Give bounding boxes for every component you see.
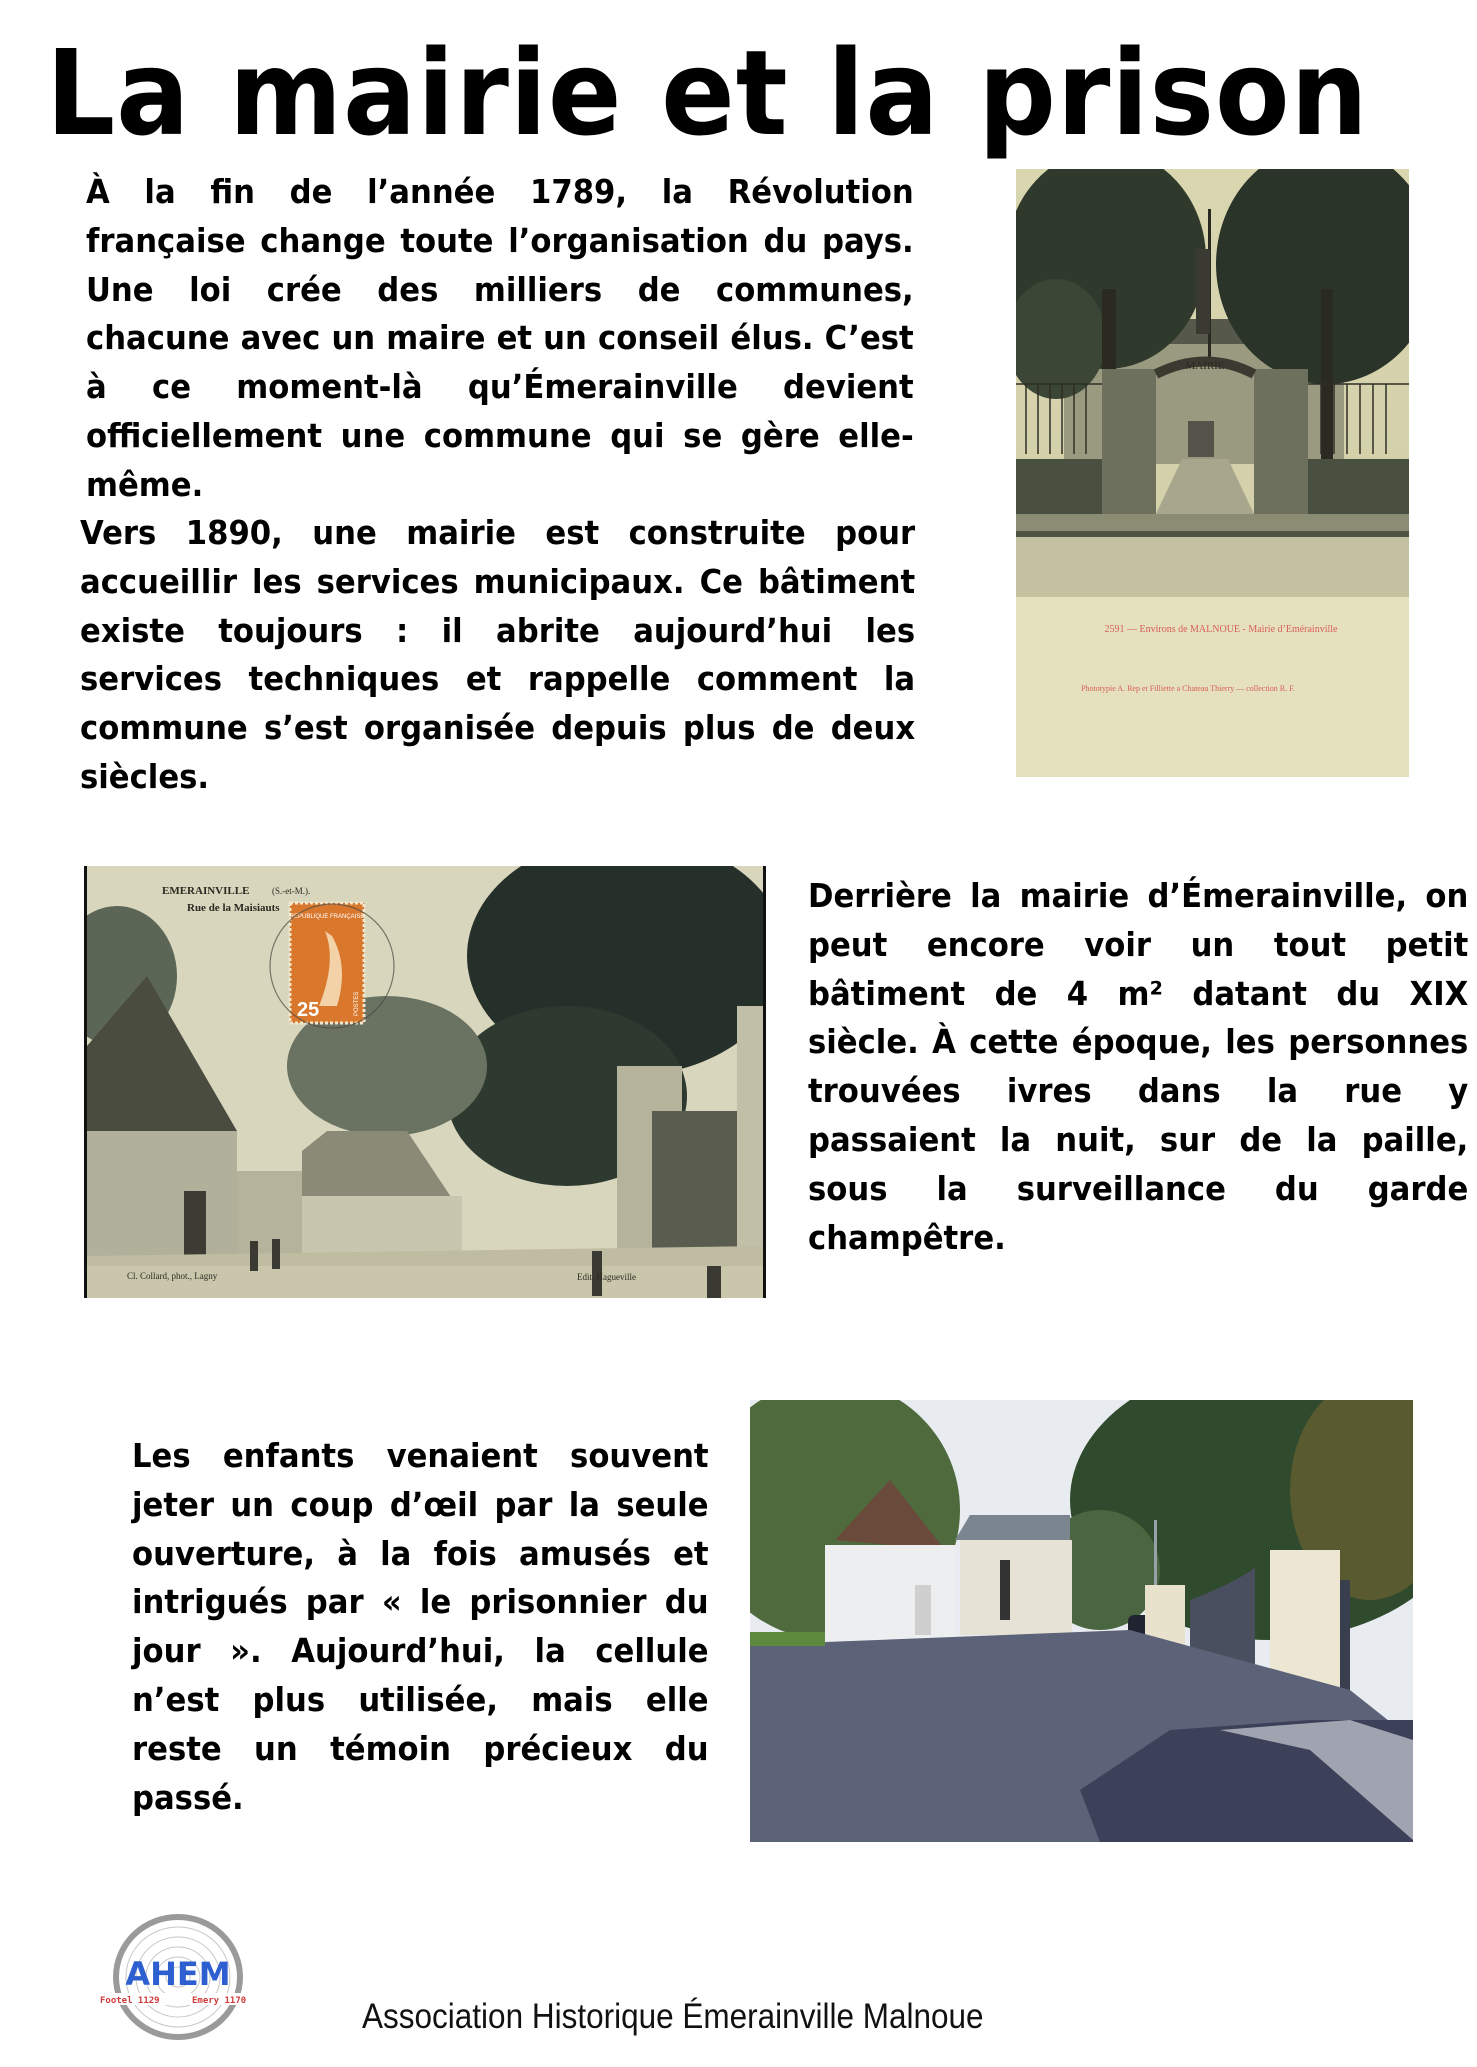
footer-association-name: Association Historique Émerainville Malnoue bbox=[362, 1997, 984, 2036]
enfants-paragraph: Les enfants venaient souvent jeter un coup d’œil par la seule ouverture, à la fois amusés et intrigués par « le prisonnier du jour ». Aujourd’hui, la cellule n’est plus utilisée, mais elle reste un témoin précieux du passé. bbox=[132, 1436, 709, 1817]
rue-postcard-street: Rue de la Maisiauts bbox=[187, 902, 280, 914]
ahem-logo bbox=[96, 1905, 256, 2055]
rue-postcard-place: EMERAINVILLE bbox=[162, 885, 250, 897]
mairie-credit: Phototypie A. Rep et Filliette a Chateau Thierry — collection R. F. bbox=[1081, 684, 1295, 693]
stamp-value: 25 bbox=[297, 999, 320, 1021]
mairie-paragraph: Vers 1890, une mairie est construite pour accueillir les services municipaux. Ce bâtiment existe toujours : il abrite aujourd’hui les services techniques et rappelle comment la commune s’est organisée depuis plus de deux siècles. bbox=[80, 513, 916, 796]
logo-right-text: Emery 1170 bbox=[192, 1996, 247, 2006]
logo-left-text: Footel 1129 bbox=[100, 1996, 160, 2006]
stamp-postes: POSTES bbox=[354, 991, 360, 1016]
page-title: La mairie et la prison bbox=[46, 24, 1369, 162]
rue-postcard-editor: Edit. Hagueville bbox=[577, 1272, 636, 1282]
rue-postcard-photo bbox=[84, 866, 766, 1298]
mairie-caption: 2591 — Environs de MALNOUE - Mairie d’Emérainville bbox=[1104, 624, 1338, 635]
mairie-postcard-photo bbox=[1016, 169, 1409, 777]
mairie-sign: MAIRIE bbox=[1185, 360, 1225, 372]
prison-paragraph: Derrière la mairie d’Émerainville, on peut encore voir un tout petit bâtiment de 4 m² datant du XIX siècle. À cette époque, les personnes trouvées ivres dans la rue y passaient la nuit, sur de la paille, sous la surveillance du garde champêtre. bbox=[808, 876, 1469, 1257]
today-street-photo bbox=[750, 1400, 1413, 1842]
intro-paragraph: À la fin de l’année 1789, la Révolution française change toute l’organisation du pays. Une loi crée des milliers de communes, chacune avec un maire et un conseil élus. C’est à ce moment-là qu’Émerainville devient officiellement une commune qui se gère elle-même. bbox=[86, 172, 914, 504]
rue-postcard-credit: Cl. Collard, phot., Lagny bbox=[127, 1271, 218, 1281]
stamp-republique: REPUBLIQUE FRANÇAISE bbox=[289, 914, 365, 920]
rue-postcard-dept: (S.-et-M.). bbox=[272, 886, 311, 896]
logo-name: AHEM bbox=[125, 1955, 231, 1993]
